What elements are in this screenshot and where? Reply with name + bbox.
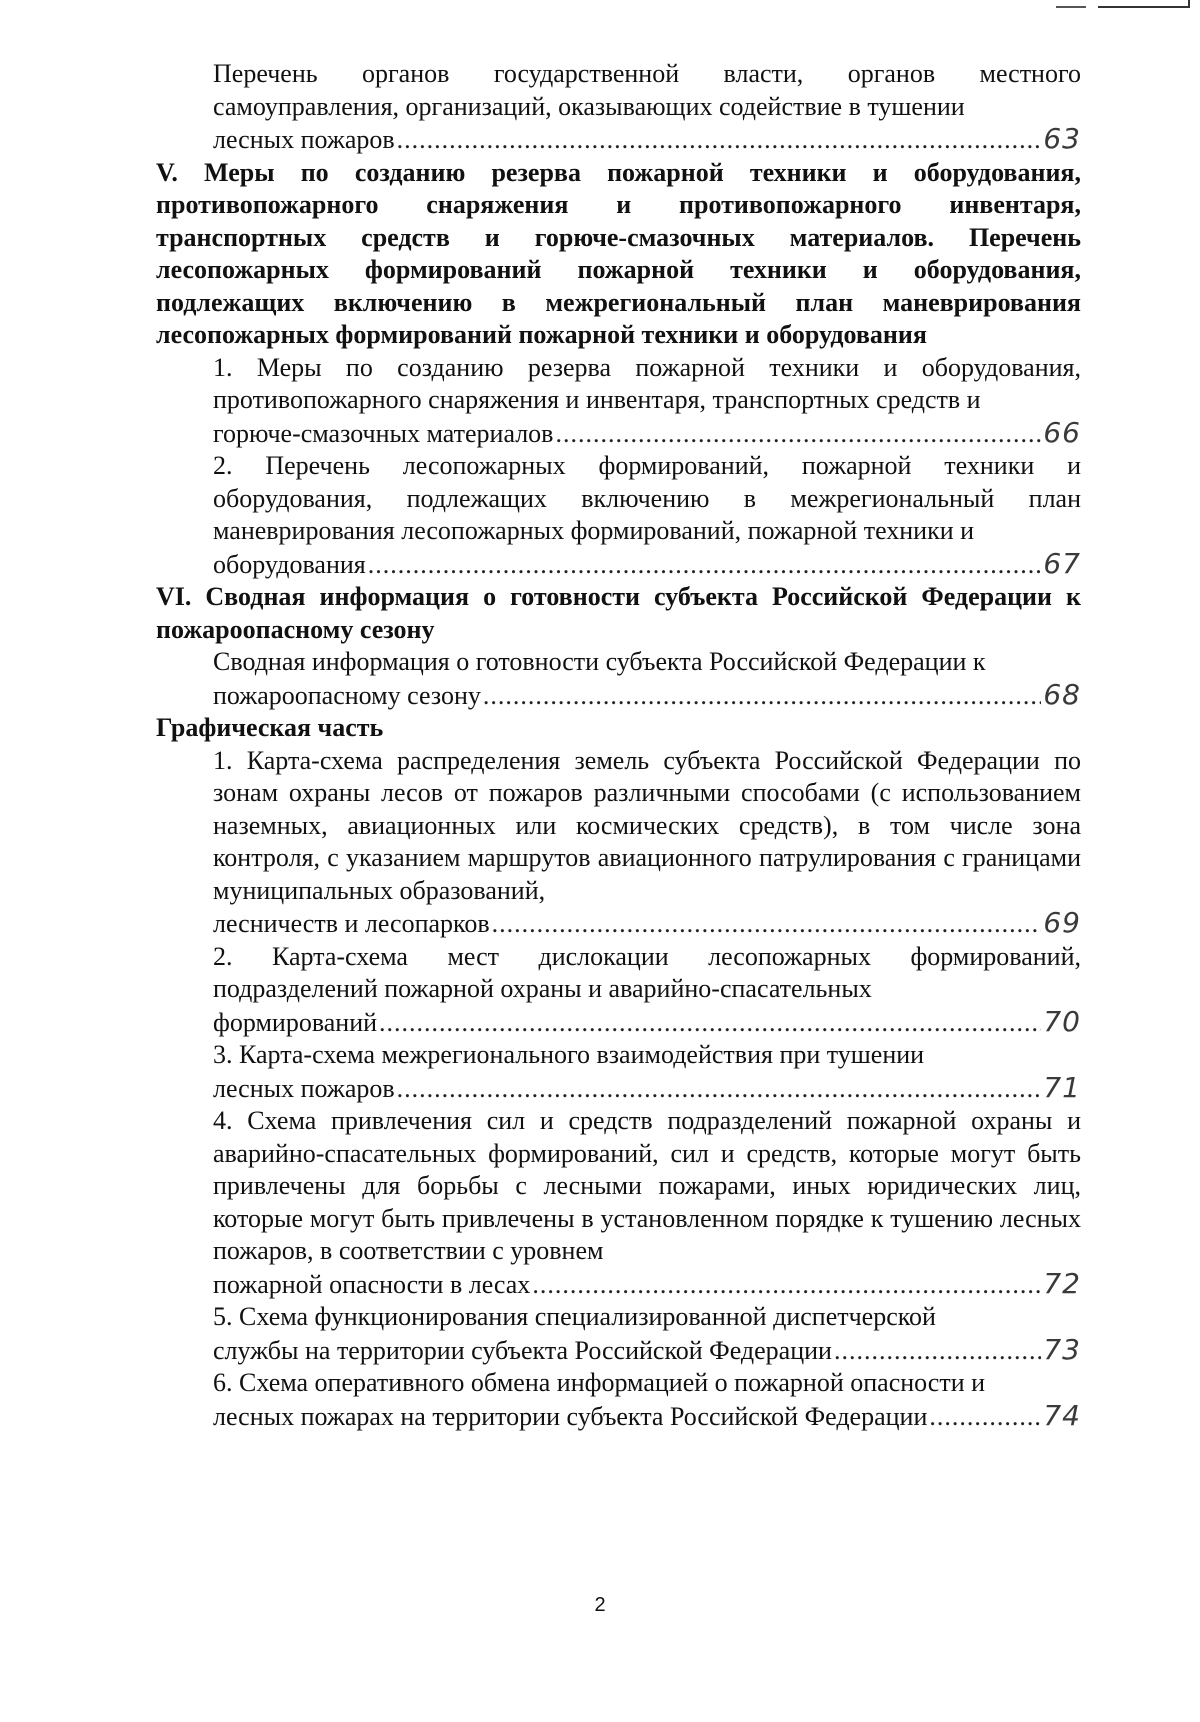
entry-text-last: формирований	[213, 1007, 378, 1037]
handwritten-page-number: 68	[1043, 677, 1081, 711]
section-heading-v: V. Меры по созданию резерва пожарной техники и оборудования, противопожарного снаряжения и противопожарного инвентаря, транспортных средств и горюче-смазочных материалов. Перечень лесопожарных формирований пожарной техники и оборудования, подлежащих включению в межрегиональный план маневрирования лесопожарных формирований пожарной техники и оборудования	[156, 157, 1081, 349]
entry-leader-row	[213, 1072, 1081, 1106]
entry-leader-row	[213, 1006, 1081, 1040]
dot-leader	[555, 418, 1041, 451]
toc-entry-authorities	[213, 58, 1081, 157]
entry-leader-row	[213, 1334, 1081, 1368]
dot-leader	[397, 124, 1042, 157]
entry-text-last: лесных пожаров	[213, 1073, 395, 1103]
handwritten-page-number: 71	[1043, 1070, 1081, 1104]
entry-text: 3. Карта-схема межрегионального взаимодействия при тушении	[213, 1040, 925, 1069]
entry-leader-row	[213, 679, 1081, 713]
dot-leader	[492, 908, 1042, 941]
entry-text-last: лесных пожаров	[213, 125, 395, 154]
toc-entry-graphic-6	[213, 1367, 1081, 1433]
entry-text-last: пожарной опасности в лесах	[213, 1269, 531, 1299]
section-heading-graphic: Графическая часть	[156, 713, 384, 742]
dot-leader	[929, 1401, 1041, 1434]
entry-leader-row	[213, 123, 1081, 157]
dot-leader	[483, 680, 1041, 713]
section-heading-vi: VI. Сводная информация о готовности субъекта Российской Федерации к пожароопасному сезону	[156, 582, 1081, 644]
toc-entry-v-1	[213, 352, 1081, 451]
entry-text: 1. Карта-схема распределения земель субъекта Российской Федерации по зонам охраны лесов от пожаров различными способами (с использованием наземных, авиационных или космических средств), в том числе зона контроля, с указанием маршрутов авиационного патрулирования с границами муниципальных образований,	[213, 745, 1081, 905]
toc-entry-graphic-1	[213, 745, 1081, 941]
handwritten-page-number: 69	[1043, 906, 1081, 939]
handwritten-page-number: 63	[1043, 122, 1081, 155]
entry-text-last: горюче-смазочных материалов	[213, 418, 554, 448]
handwritten-page-number: 67	[1043, 546, 1081, 580]
dot-leader	[379, 1007, 1041, 1040]
entry-leader-row	[213, 907, 1081, 941]
entry-text: 2. Карта-схема мест дислокации лесопожарных формирований, подразделений пожарной охраны и аварийно-спасательных	[213, 941, 1081, 1003]
toc-entry-graphic-3	[213, 1039, 1081, 1105]
entry-text: 1. Меры по созданию резерва пожарной техники и оборудования, противопожарного снаряжения и инвентаря, транспортных средств и	[213, 352, 1081, 414]
entry-text-last: лесных пожарах на территории субъекта Российской Федерации	[213, 1401, 928, 1431]
entry-text-last: лесничеств и лесопарков	[213, 909, 490, 938]
dot-leader	[397, 1073, 1042, 1106]
dot-leader	[532, 1269, 1041, 1302]
handwritten-page-number: 73	[1043, 1332, 1081, 1366]
handwritten-page-number: 66	[1043, 415, 1081, 449]
entry-text-last: оборудования	[213, 549, 366, 579]
toc-page	[156, 58, 1081, 1433]
entry-leader-row	[213, 417, 1081, 451]
dot-leader	[368, 549, 1042, 582]
page-number: 2	[594, 1594, 606, 1616]
entry-text: 6. Схема оперативного обмена информацией о пожарной опасности и	[213, 1368, 986, 1397]
dot-leader	[834, 1335, 1041, 1368]
entry-leader-row	[213, 1400, 1081, 1434]
toc-entry-v-2	[213, 450, 1081, 581]
corner-binding-mark	[1098, 0, 1190, 8]
entry-leader-row	[213, 548, 1081, 582]
toc-entry-vi-1	[213, 646, 1081, 712]
entry-text: 5. Схема функционирования специализированной диспетчерской	[213, 1302, 936, 1331]
entry-text: Перечень органов государственной власти, органов местного самоуправления, организаций, оказывающих содействие в тушении	[213, 59, 1081, 121]
toc-entry-graphic-4	[213, 1105, 1081, 1301]
entry-text: Сводная информация о готовности субъекта Российской Федерации к	[213, 647, 986, 676]
entry-text-last: пожароопасному сезону	[213, 680, 481, 710]
toc-entry-graphic-2	[213, 941, 1081, 1040]
handwritten-page-number: 72	[1043, 1266, 1081, 1300]
handwritten-page-number: 70	[1043, 1004, 1081, 1038]
entry-leader-row	[213, 1268, 1081, 1302]
toc-entry-graphic-5	[213, 1301, 1081, 1367]
handwritten-page-number: 74	[1043, 1398, 1081, 1432]
entry-text: 2. Перечень лесопожарных формирований, пожарной техники и оборудования, подлежащих включению в межрегиональный план маневрирования лесопожарных формирований, пожарной техники и	[213, 451, 1081, 545]
entry-text: 4. Схема привлечения сил и средств подразделений пожарной охраны и аварийно-спасательных формирований, сил и средств, которые могут быть привлечены для борьбы с лесными пожарами, иных юридических лиц, которые могут быть привлечены в установленном порядке к тушению лесных пожаров, в соответствии с уровнем	[213, 1106, 1081, 1265]
entry-text-last: службы на территории субъекта Российской Федерации	[213, 1335, 832, 1365]
